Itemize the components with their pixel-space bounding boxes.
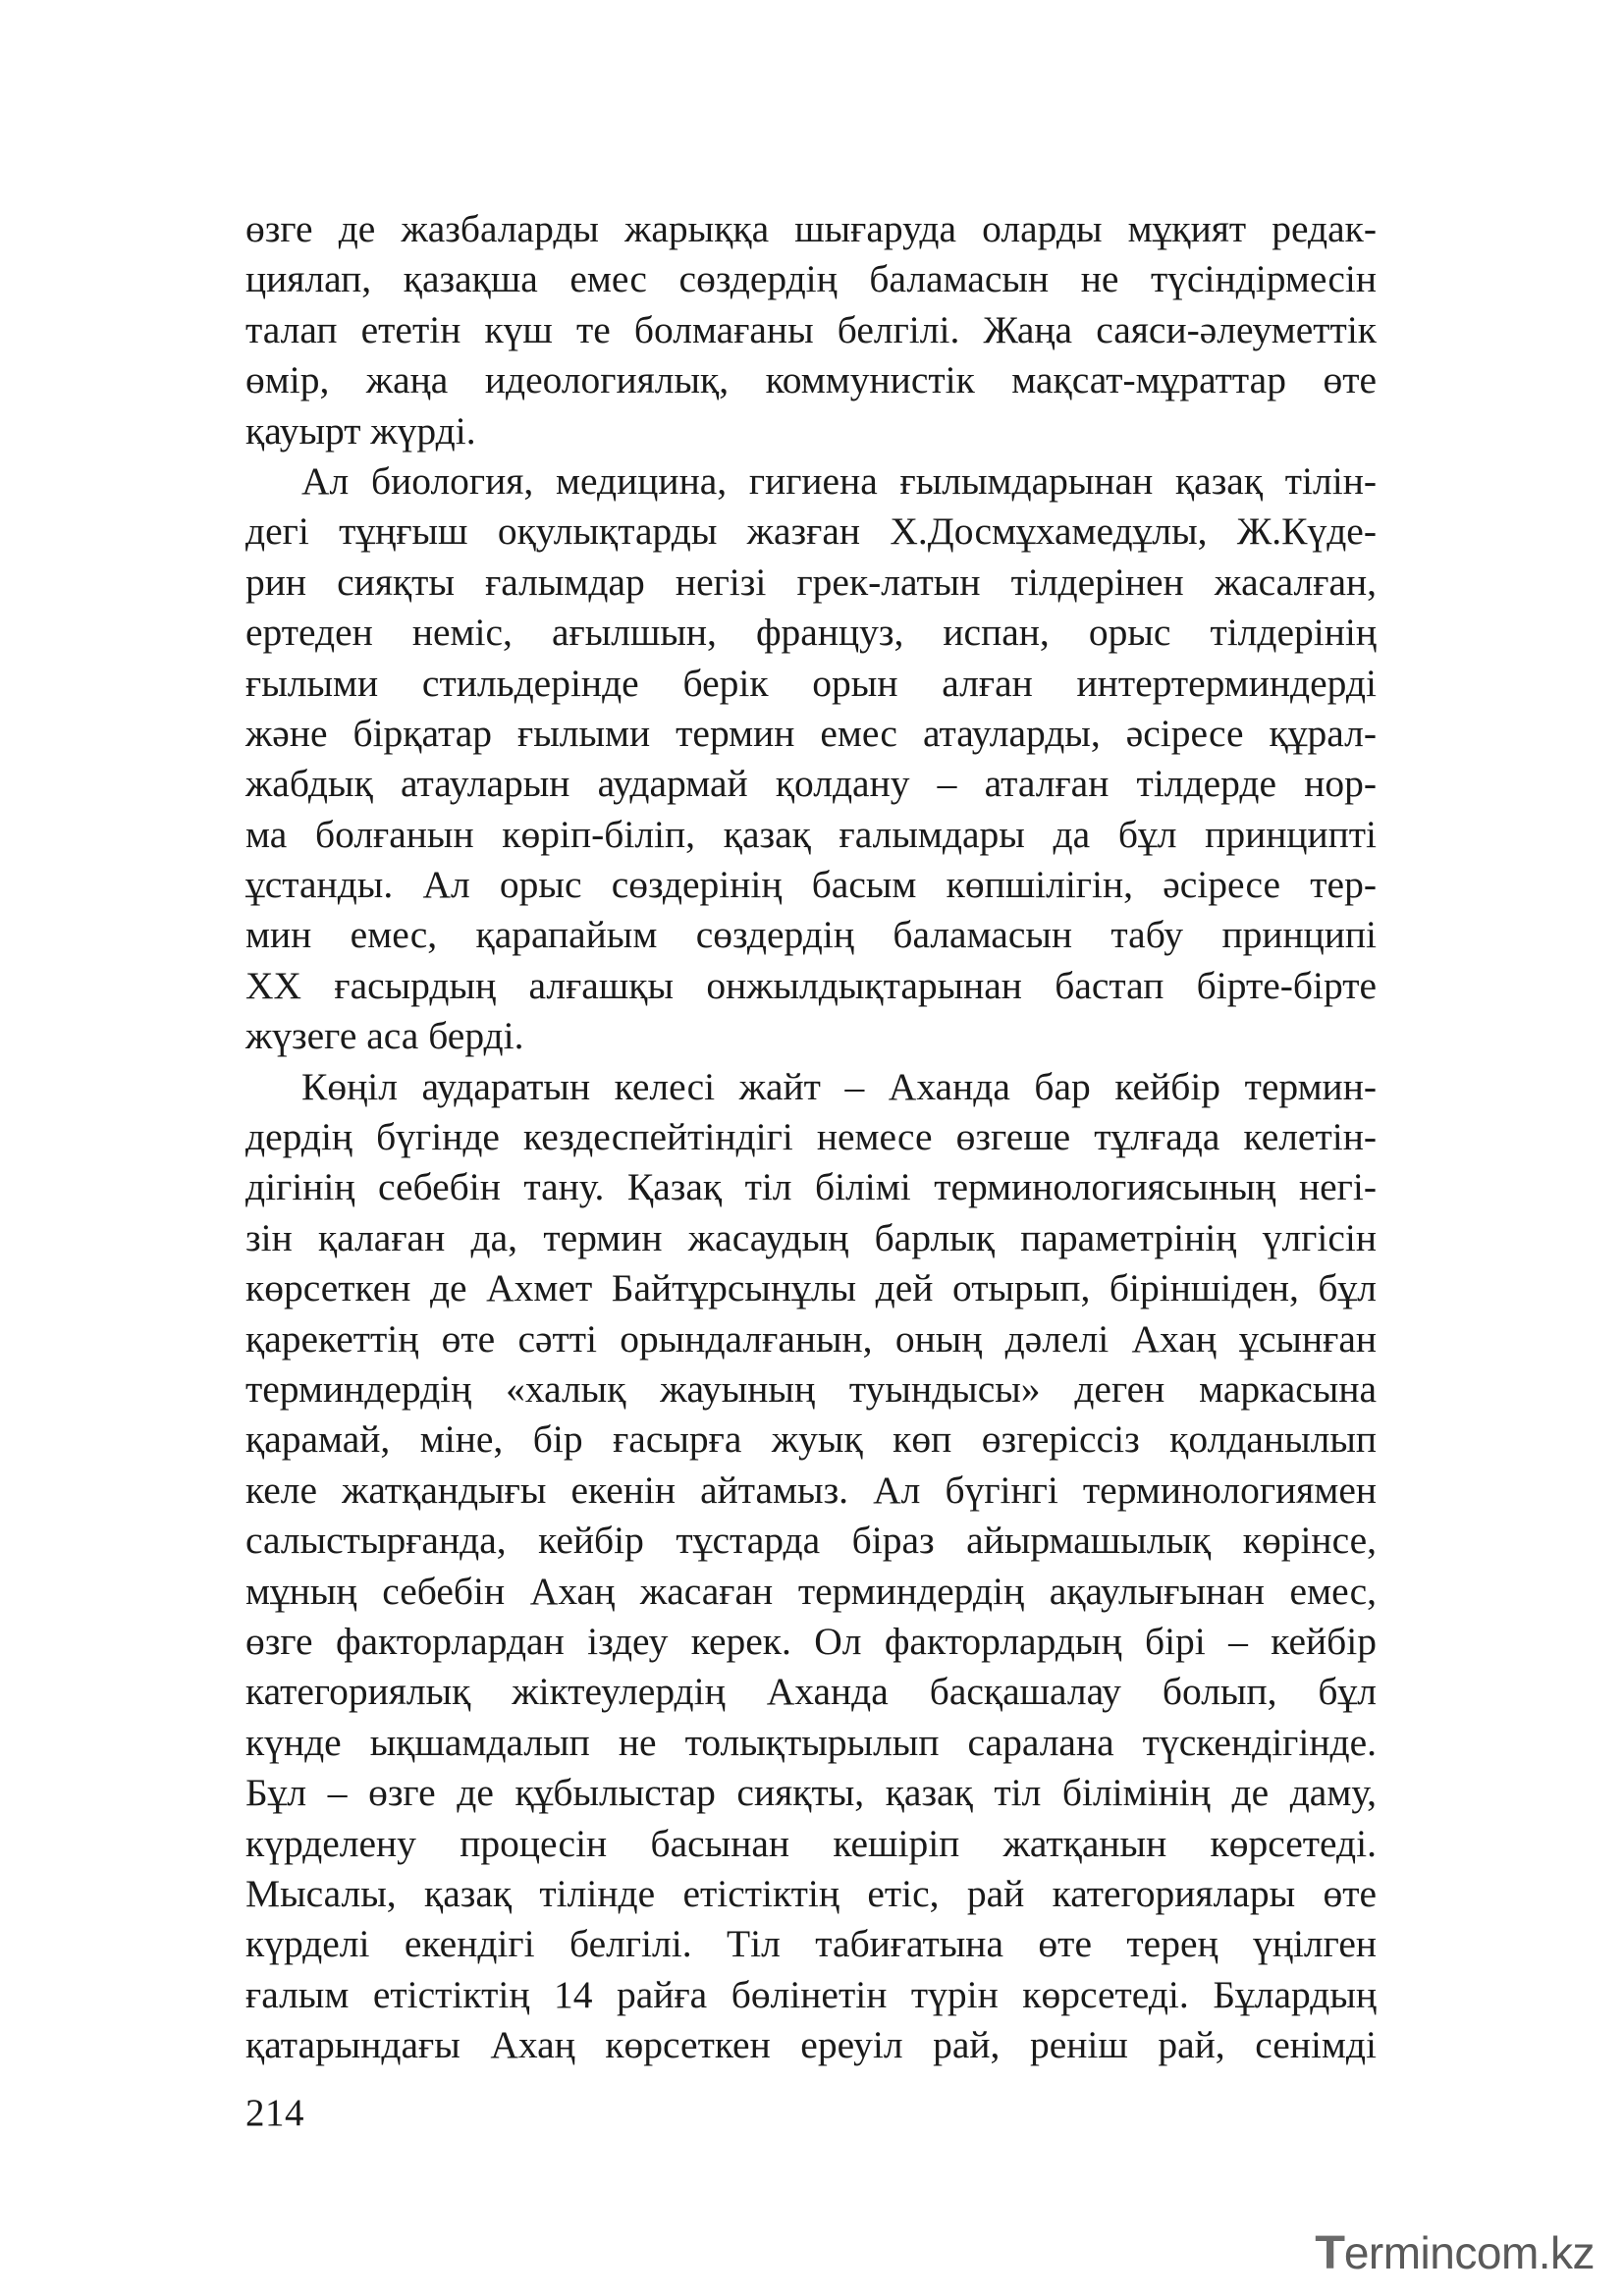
text-line: күнде ықшамдалып не толықтырылып саралана түскендігінде.: [245, 1720, 1377, 1764]
text-line: ғалым етістіктің 14 райға бөлінетін түрін көрсетеді. Бұлардың: [245, 1972, 1377, 2016]
watermark-letter-t: T: [1315, 2227, 1345, 2279]
text-line: жүзеге аса берді.: [245, 1014, 524, 1058]
text-line: және бірқатар ғылыми термин емес атауларды, әсіресе құрал-: [245, 711, 1377, 755]
text-line: Ал биология, медицина, гигиена ғылымдарынан қазақ тілін-: [301, 458, 1377, 503]
text-line: Мысалы, қазақ тілінде етістіктің етіс, рай категориялары өте: [245, 1871, 1377, 1915]
text-line: терминдердің «халық жауының туындысы» деген маркасына: [245, 1366, 1377, 1411]
terminkom-watermark-logo: [1316, 2226, 1600, 2285]
text-line: қауырт жүрді.: [245, 408, 476, 453]
text-line: көрсеткен де Ахмет Байтұрсынұлы дей отырып, біріншіден, бұл: [245, 1266, 1377, 1310]
text-line: ХХ ғасырдың алғашқы онжылдықтарынан бастап бірте-бірте: [245, 963, 1377, 1007]
text-line: мұның себебін Ахаң жасаған терминдердің ақаулығынан емес,: [245, 1569, 1377, 1613]
text-line: күрделену процесін басынан кешіріп жатқанын көрсетеді.: [245, 1821, 1377, 1865]
text-line: жабдық атауларын аудармай қолдану – аталған тілдерде нор-: [245, 762, 1377, 806]
text-line: қарекеттің өте сәтті орындалғанын, оның дәлелі Ахаң ұсынған: [245, 1316, 1377, 1361]
text-line: категориялық жіктеулердің Аханда басқашалау болып, бұл: [245, 1670, 1377, 1714]
watermark-text-end: m.kz: [1500, 2227, 1596, 2278]
text-line: мин емес, қарапайым сөздердің баламасын табу принципі: [245, 913, 1377, 957]
text-line: ертеден неміс, ағылшын, француз, испан, орыс тілдерінің: [245, 611, 1377, 655]
page-body: [245, 204, 1377, 2070]
watermark-text-start: erminc: [1343, 2227, 1477, 2278]
text-line: қатарындағы Ахаң көрсеткен ереуіл рай, реніш рай, сенімді: [245, 2023, 1377, 2067]
text-line: күрделі екендігі белгілі. Тіл табиғатына өте терең үңілген: [245, 1922, 1377, 1966]
page-number: 214: [245, 2092, 304, 2134]
text-line: ма болғанын көріп-біліп, қазақ ғалымдары да бұл принципті: [245, 812, 1377, 856]
text-line: ұстанды. Ал орыс сөздерінің басым көпшілігін, әсіресе тер-: [245, 863, 1377, 907]
text-line: өзге де жазбаларды жарыққа шығаруда оларды мұқият редак-: [245, 207, 1377, 250]
watermark-circle-letter: o: [1476, 2227, 1501, 2278]
text-line: Бұл – өзге де құбылыстар сияқты, қазақ тіл білімінің де даму,: [245, 1771, 1377, 1815]
text-line: қарамай, міне, бір ғасырға жуық көп өзгеріссіз қолданылып: [245, 1417, 1377, 1462]
text-line: Көңіл аударатын келесі жайт – Аханда бар кейбір термин-: [301, 1064, 1377, 1108]
text-line: ғылыми стильдерінде берік орын алған интертерминдерді: [245, 661, 1377, 705]
text-line: келе жатқандығы екенін айтамыз. Ал бүгінгі терминологиямен: [245, 1468, 1377, 1512]
text-line: өмір, жаңа идеологиялық, коммунистік мақсат-мұраттар өте: [245, 358, 1377, 402]
text-line: дегі тұңғыш оқулықтарды жазған Х.Досмұхамедұлы, Ж.Күде-: [245, 509, 1377, 554]
text-line: дігінің себебін тану. Қазақ тіл білімі терминологиясының негі-: [245, 1165, 1377, 1209]
text-line: циялап, қазақша емес сөздердің баламасын не түсіндірмесін: [245, 257, 1377, 301]
text-line: салыстырғанда, кейбір тұстарда біраз айырмашылық көрінсе,: [245, 1519, 1377, 1563]
text-line: өзге факторлардан іздеу керек. Ол факторлардың бірі – кейбір: [245, 1619, 1377, 1663]
text-line: рин сияқты ғалымдар негізі грек-латын тілдерінен жасалған,: [245, 560, 1377, 604]
text-line: зін қалаған да, термин жасаудың барлық параметрінің үлгісін: [245, 1215, 1377, 1259]
text-line: дердің бүгінде кездеспейтіндігі немесе өзгеше тұлғада келетін-: [245, 1115, 1377, 1159]
text-line: талап ететін күш те болмағаны белгілі. Жаңа саяси-әлеуметтік: [245, 307, 1377, 351]
